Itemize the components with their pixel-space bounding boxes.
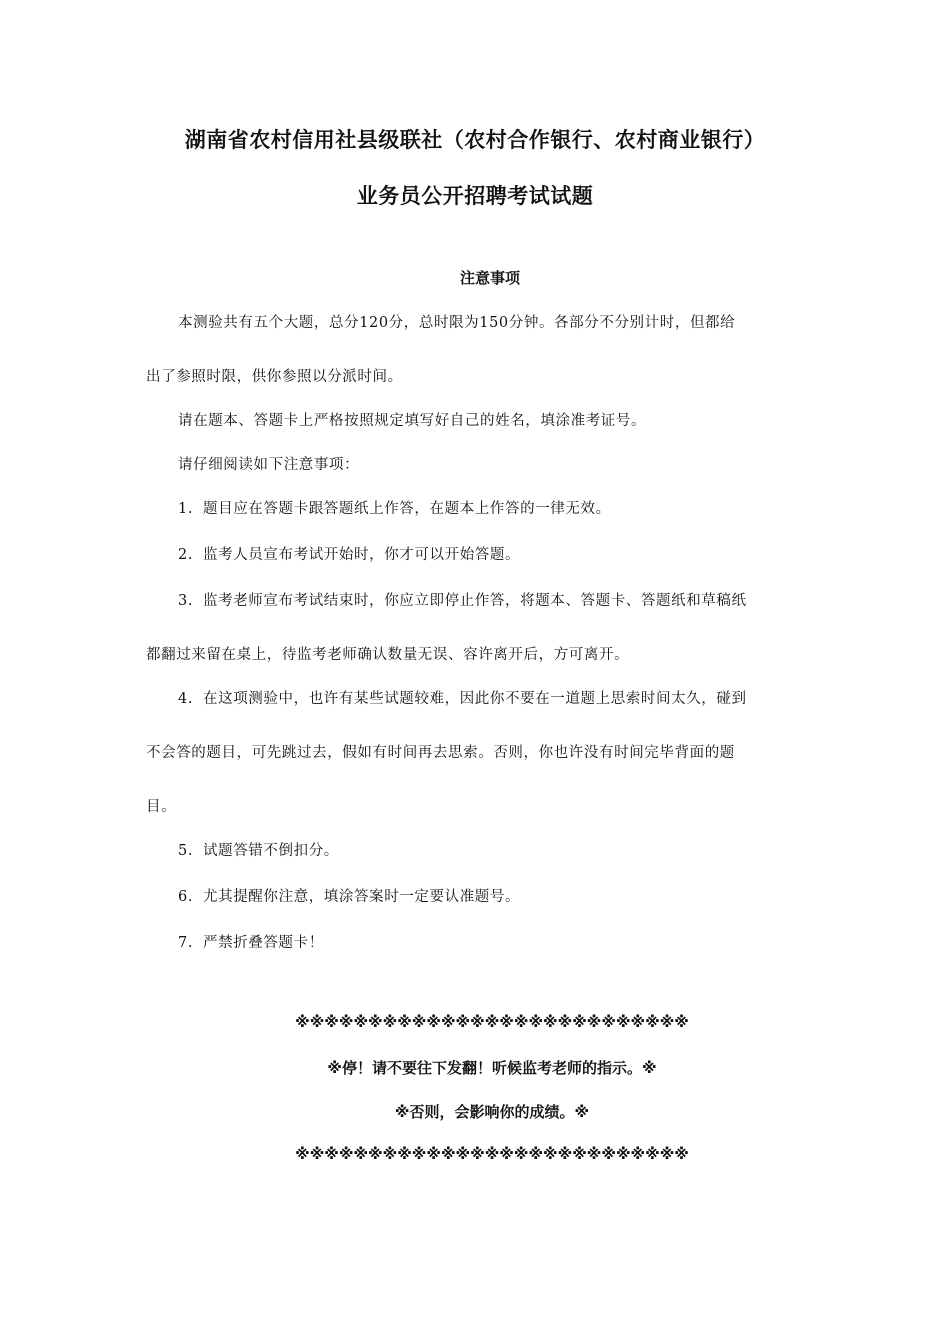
list-item-text: 尤其提醒你注意，填涂答案时一定要认准题号。: [203, 889, 521, 905]
title-line-1: 湖南省农村信用社县级联社（农村合作银行、农村商业银行）: [184, 128, 766, 152]
title-line-2: 业务员公开招聘考试试题: [356, 184, 594, 208]
list-item-text: 在这项测验中，也许有某些试题较难，因此你不要在一道题上思索时间太久，碰到: [203, 691, 747, 707]
list-item-number: 2.: [178, 547, 194, 563]
list-item: [178, 687, 747, 708]
list-item-continuation: 都翻过来留在桌上，待监考老师确认数量无误、容许离开后，方可离开。: [146, 647, 630, 663]
list-item: [178, 589, 747, 610]
list-item: [178, 497, 611, 518]
list-item-text: 题目应在答题卡跟答题纸上作答，在题本上作答的一律无效。: [203, 501, 611, 517]
list-item-text: 监考老师宣布考试结束时，你应立即停止作答，将题本、答题卡、答题纸和草稿纸: [203, 593, 747, 609]
list-item: [178, 931, 324, 952]
notice-line-1: ※停！请不要往下发翻！听候监考老师的指示。※: [327, 1059, 657, 1077]
notice-stars-top: ※※※※※※※※※※※※※※※※※※※※※※※※※※※: [295, 1013, 689, 1031]
intro-paragraph-1-line-1: 本测验共有五个大题，总分120分，总时限为150分钟。各部分不分别计时，但都给: [178, 315, 736, 331]
list-item-continuation: 不会答的题目，可先跳过去，假如有时间再去思索。否则，你也许没有时间完毕背面的题: [146, 745, 735, 761]
list-item: [178, 885, 520, 906]
list-item-number: 4.: [178, 691, 194, 707]
section-heading: 注意事项: [459, 269, 520, 287]
list-item-number: 6.: [178, 889, 194, 905]
list-item: [178, 839, 339, 860]
notice-stars-bottom: ※※※※※※※※※※※※※※※※※※※※※※※※※※※: [295, 1145, 689, 1163]
list-item-continuation: 目。: [146, 799, 177, 815]
notice-line-2: ※否则，会影响你的成绩。※: [394, 1103, 590, 1121]
list-item-text: 试题答错不倒扣分。: [203, 843, 339, 859]
list-item-number: 3.: [178, 593, 194, 609]
intro-paragraph-2: 请在题本、答题卡上严格按照规定填写好自己的姓名，填涂准考证号。: [178, 413, 647, 429]
list-item-number: 5.: [178, 843, 194, 859]
list-item-number: 7.: [178, 935, 194, 951]
intro-paragraph-1-line-2: 出了参照时限，供你参照以分派时间。: [146, 369, 403, 385]
list-item-text: 监考人员宣布考试开始时，你才可以开始答题。: [203, 547, 521, 563]
list-item-number: 1.: [178, 501, 194, 517]
list-item-text: 严禁折叠答题卡！: [203, 935, 324, 951]
intro-paragraph-3: 请仔细阅读如下注意事项：: [178, 457, 360, 473]
list-item: [178, 543, 520, 564]
